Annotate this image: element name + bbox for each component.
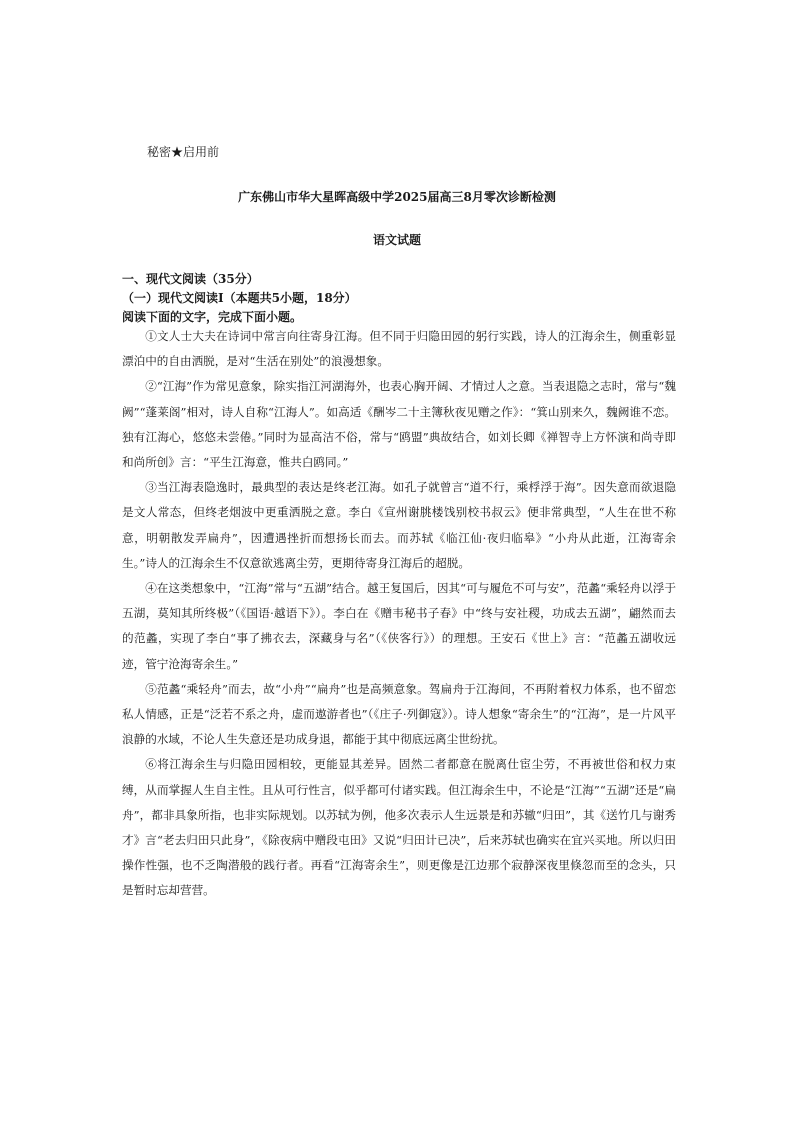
passage-paragraph-1: ①文人士大夫在诗词中常言向往寄身江海。但不同于归隐田园的躬行实践，诗人的江海余生，侧重彰显漂泊中的自由洒脱，是对“生活在别处”的浪漫想象。 — [122, 329, 676, 369]
subject-title: 语文试题 — [372, 233, 421, 247]
exam-title: 广东佛山市华大星晖高级中学2025届高三8月零次诊断检测 — [238, 190, 556, 204]
passage-paragraph-3: ③当江海表隐逸时，最典型的表达是终老江海。如孔子就曾言“道不行，乘桴浮于海”。因失意而欲退隐是文人常态，但终老烟波中更重洒脱之意。李白《宣州谢朓楼饯别校书叔云》便非常典型，“人生在世不称意，明朝散发弄扁舟”，因遭遇挫折而想扬长而去。而苏轼《临江仙·夜归临皋》“小舟从此逝，江海寄余生。”诗人的江海余生不仅意欲逃离尘劳，更期待寄身江海后的超脱。 — [122, 480, 676, 570]
reading-instruction: 阅读下面的文字，完成下面小题。 — [122, 310, 303, 324]
passage-paragraph-2: ②“江海”作为常见意象，除实指江河湖海外，也表心胸开阔、才情过人之意。当表退隐之志时，常与“魏阙”“蓬莱阁”相对，诗人自称“江海人”。如高适《酬岑二十主簿秋夜见赠之作》：“箕山别来久，魏阙谁不恋。独有江海心，悠悠未尝倦。”同时为显高洁不俗，常与“鸥盟”典故结合，如刘长卿《禅智寺上方怀演和尚寺即和尚所创》言：“平生江海意，惟共白鸥同。” — [122, 379, 676, 470]
reading-passage — [122, 324, 676, 904]
confidential-mark: 秘密★启用前 — [147, 145, 220, 159]
section-heading: 一、现代文阅读（35分） — [122, 272, 259, 286]
passage-paragraph-4: ④在这类想象中，“江海”常与“五湖”结合。越王复国后，因其“可与履危不可与安”，范蠡“乘轻舟以浮于五湖，莫知其所终极”（《国语·越语下》）。李白在《赠韦秘书子春》中“终与安社稷，功成去五湖”，翩然而去的范蠡，实现了李白“事了拂衣去，深藏身与名”（《侠客行》）的理想。王安石《世上》言：“范蠡五湖收远迹，管宁沧海寄余生。” — [122, 581, 676, 671]
subsection-heading: （一）现代文阅读Ⅰ（本题共5小题，18分） — [122, 291, 357, 305]
passage-paragraph-6: ⑥将江海余生与归隐田园相较，更能显其差异。固然二者都意在脱离仕宦尘劳，不再被世俗和权力束缚，从而掌握人生自主性。且从可行性言，似乎都可付诸实践。但江海余生中，不论是“江海”“五湖”还是“扁舟”，都非具象所指，也非实际规划。以苏轼为例，他多次表示人生远景是和苏辙“归田”，其《送竹几与谢秀才》言“老去归田只此身”，《除夜病中赠段屯田》又说“归田计已决”，后来苏轼也确实在宜兴买地。所以归田操作性强，也不乏陶潜般的践行者。再看“江海寄余生”，则更像是江边那个寂静深夜里倏忽而至的念头，只是暂时忘却营营。 — [122, 757, 676, 898]
passage-paragraph-5: ⑤范蠡“乘轻舟”而去，故“小舟”“扁舟”也是高频意象。驾扁舟于江海间，不再附着权力体系，也不留恋私人情感，正是“泛若不系之舟，虚而遨游者也”（《庄子·列御寇》）。诗人想象“寄余生”的“江海”，是一片风平浪静的水域，不论人生失意还是功成身退，都能于其中彻底远离尘世纷扰。 — [122, 681, 676, 747]
